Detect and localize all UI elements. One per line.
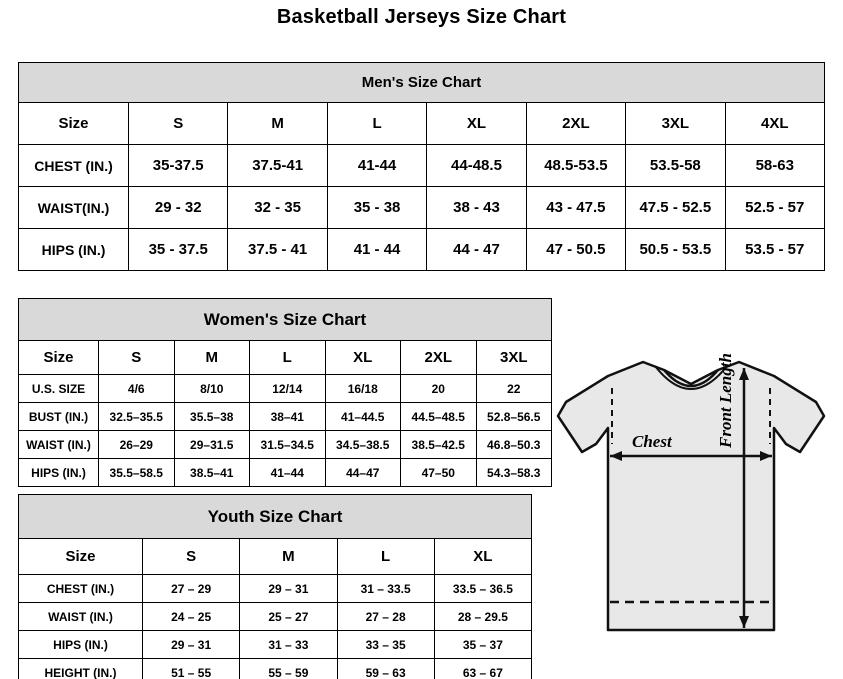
front-length-measure-label: Front Length bbox=[716, 353, 735, 448]
youth-chart-caption: Youth Size Chart bbox=[19, 495, 532, 539]
column-header: XL bbox=[427, 103, 526, 145]
table-row bbox=[19, 145, 825, 187]
column-header: M bbox=[174, 341, 250, 375]
column-header: L bbox=[327, 103, 426, 145]
table-cell: 41–44 bbox=[250, 459, 326, 487]
jersey-outline-icon bbox=[548, 340, 834, 670]
table-row bbox=[19, 431, 552, 459]
table-cell: 43 - 47.5 bbox=[526, 187, 625, 229]
column-header: S bbox=[129, 103, 228, 145]
womens-chart-caption: Women's Size Chart bbox=[19, 299, 552, 341]
youth-size-chart-table bbox=[18, 494, 532, 679]
table-row bbox=[19, 375, 552, 403]
table-cell: 12/14 bbox=[250, 375, 326, 403]
table-cell: 53.5-58 bbox=[626, 145, 725, 187]
table-cell: 44-48.5 bbox=[427, 145, 526, 187]
table-cell: 28 – 29.5 bbox=[434, 603, 531, 631]
table-cell: 59 – 63 bbox=[337, 659, 434, 679]
column-header: M bbox=[228, 103, 327, 145]
table-cell: 35 - 38 bbox=[327, 187, 426, 229]
table-row bbox=[19, 603, 532, 631]
chest-measure-label: Chest bbox=[632, 432, 672, 451]
row-label: HIPS (IN.) bbox=[19, 459, 99, 487]
table-cell: 38.5–41 bbox=[174, 459, 250, 487]
column-header: Size bbox=[19, 539, 143, 575]
column-header: 3XL bbox=[476, 341, 552, 375]
column-header: 2XL bbox=[401, 341, 477, 375]
table-cell: 22 bbox=[476, 375, 552, 403]
table-cell: 35-37.5 bbox=[129, 145, 228, 187]
table-cell: 35 - 37.5 bbox=[129, 229, 228, 271]
table-cell: 29–31.5 bbox=[174, 431, 250, 459]
table-cell: 33 – 35 bbox=[337, 631, 434, 659]
shirt-body-path bbox=[558, 362, 824, 630]
column-header: XL bbox=[325, 341, 401, 375]
mens-chart-caption: Men's Size Chart bbox=[19, 63, 825, 103]
table-cell: 16/18 bbox=[325, 375, 401, 403]
table-cell: 52.8–56.5 bbox=[476, 403, 552, 431]
table-cell: 37.5-41 bbox=[228, 145, 327, 187]
table-header-row bbox=[19, 539, 532, 575]
table-cell: 35 – 37 bbox=[434, 631, 531, 659]
row-label: HEIGHT (IN.) bbox=[19, 659, 143, 679]
table-row bbox=[19, 575, 532, 603]
table-cell: 38.5–42.5 bbox=[401, 431, 477, 459]
table-cell: 29 – 31 bbox=[143, 631, 240, 659]
table-cell: 41-44 bbox=[327, 145, 426, 187]
table-cell: 48.5-53.5 bbox=[526, 145, 625, 187]
row-label: BUST (IN.) bbox=[19, 403, 99, 431]
row-label: HIPS (IN.) bbox=[19, 631, 143, 659]
table-cell: 47 - 50.5 bbox=[526, 229, 625, 271]
table-cell: 50.5 - 53.5 bbox=[626, 229, 725, 271]
table-cell: 31 – 33.5 bbox=[337, 575, 434, 603]
table-cell: 38 - 43 bbox=[427, 187, 526, 229]
column-header: S bbox=[99, 341, 175, 375]
table-cell: 44.5–48.5 bbox=[401, 403, 477, 431]
table-cell: 37.5 - 41 bbox=[228, 229, 327, 271]
table-cell: 25 – 27 bbox=[240, 603, 337, 631]
table-header-row bbox=[19, 341, 552, 375]
table-cell: 54.3–58.3 bbox=[476, 459, 552, 487]
table-cell: 47–50 bbox=[401, 459, 477, 487]
table-cell: 24 – 25 bbox=[143, 603, 240, 631]
row-label: U.S. SIZE bbox=[19, 375, 99, 403]
column-header: L bbox=[250, 341, 326, 375]
page-title: Basketball Jerseys Size Chart bbox=[276, 6, 567, 28]
table-cell: 38–41 bbox=[250, 403, 326, 431]
table-row bbox=[19, 187, 825, 229]
table-row bbox=[19, 459, 552, 487]
table-cell: 44–47 bbox=[325, 459, 401, 487]
table-caption-row bbox=[19, 299, 552, 341]
column-header: L bbox=[337, 539, 434, 575]
row-label: WAIST (IN.) bbox=[19, 431, 99, 459]
table-cell: 55 – 59 bbox=[240, 659, 337, 679]
row-label: CHEST (IN.) bbox=[19, 145, 129, 187]
table-cell: 41–44.5 bbox=[325, 403, 401, 431]
womens-size-chart-table bbox=[18, 298, 552, 487]
table-cell: 20 bbox=[401, 375, 477, 403]
column-header: Size bbox=[19, 103, 129, 145]
table-cell: 53.5 - 57 bbox=[725, 229, 824, 271]
table-cell: 29 – 31 bbox=[240, 575, 337, 603]
column-header: 4XL bbox=[725, 103, 824, 145]
table-cell: 46.8–50.3 bbox=[476, 431, 552, 459]
row-label: HIPS (IN.) bbox=[19, 229, 129, 271]
table-caption-row bbox=[19, 495, 532, 539]
table-cell: 41 - 44 bbox=[327, 229, 426, 271]
table-header-row bbox=[19, 103, 825, 145]
table-cell: 58-63 bbox=[725, 145, 824, 187]
table-cell: 27 – 29 bbox=[143, 575, 240, 603]
table-cell: 63 – 67 bbox=[434, 659, 531, 679]
table-cell: 32.5–35.5 bbox=[99, 403, 175, 431]
column-header: Size bbox=[19, 341, 99, 375]
table-row bbox=[19, 631, 532, 659]
column-header: M bbox=[240, 539, 337, 575]
column-header: S bbox=[143, 539, 240, 575]
table-cell: 44 - 47 bbox=[427, 229, 526, 271]
row-label: WAIST (IN.) bbox=[19, 603, 143, 631]
table-row bbox=[19, 403, 552, 431]
table-cell: 35.5–58.5 bbox=[99, 459, 175, 487]
table-cell: 35.5–38 bbox=[174, 403, 250, 431]
table-cell: 27 – 28 bbox=[337, 603, 434, 631]
table-cell: 26–29 bbox=[99, 431, 175, 459]
table-cell: 47.5 - 52.5 bbox=[626, 187, 725, 229]
column-header: 2XL bbox=[526, 103, 625, 145]
column-header: 3XL bbox=[626, 103, 725, 145]
row-label: WAIST(IN.) bbox=[19, 187, 129, 229]
table-cell: 33.5 – 36.5 bbox=[434, 575, 531, 603]
table-cell: 31 – 33 bbox=[240, 631, 337, 659]
table-cell: 31.5–34.5 bbox=[250, 431, 326, 459]
table-row bbox=[19, 659, 532, 679]
table-caption-row bbox=[19, 63, 825, 103]
table-cell: 51 – 55 bbox=[143, 659, 240, 679]
jersey-measurement-diagram bbox=[548, 340, 834, 670]
column-header: XL bbox=[434, 539, 531, 575]
row-label: CHEST (IN.) bbox=[19, 575, 143, 603]
table-cell: 4/6 bbox=[99, 375, 175, 403]
table-row bbox=[19, 229, 825, 271]
mens-size-chart-table bbox=[18, 62, 825, 271]
table-cell: 34.5–38.5 bbox=[325, 431, 401, 459]
table-cell: 8/10 bbox=[174, 375, 250, 403]
table-cell: 29 - 32 bbox=[129, 187, 228, 229]
table-cell: 32 - 35 bbox=[228, 187, 327, 229]
table-cell: 52.5 - 57 bbox=[725, 187, 824, 229]
